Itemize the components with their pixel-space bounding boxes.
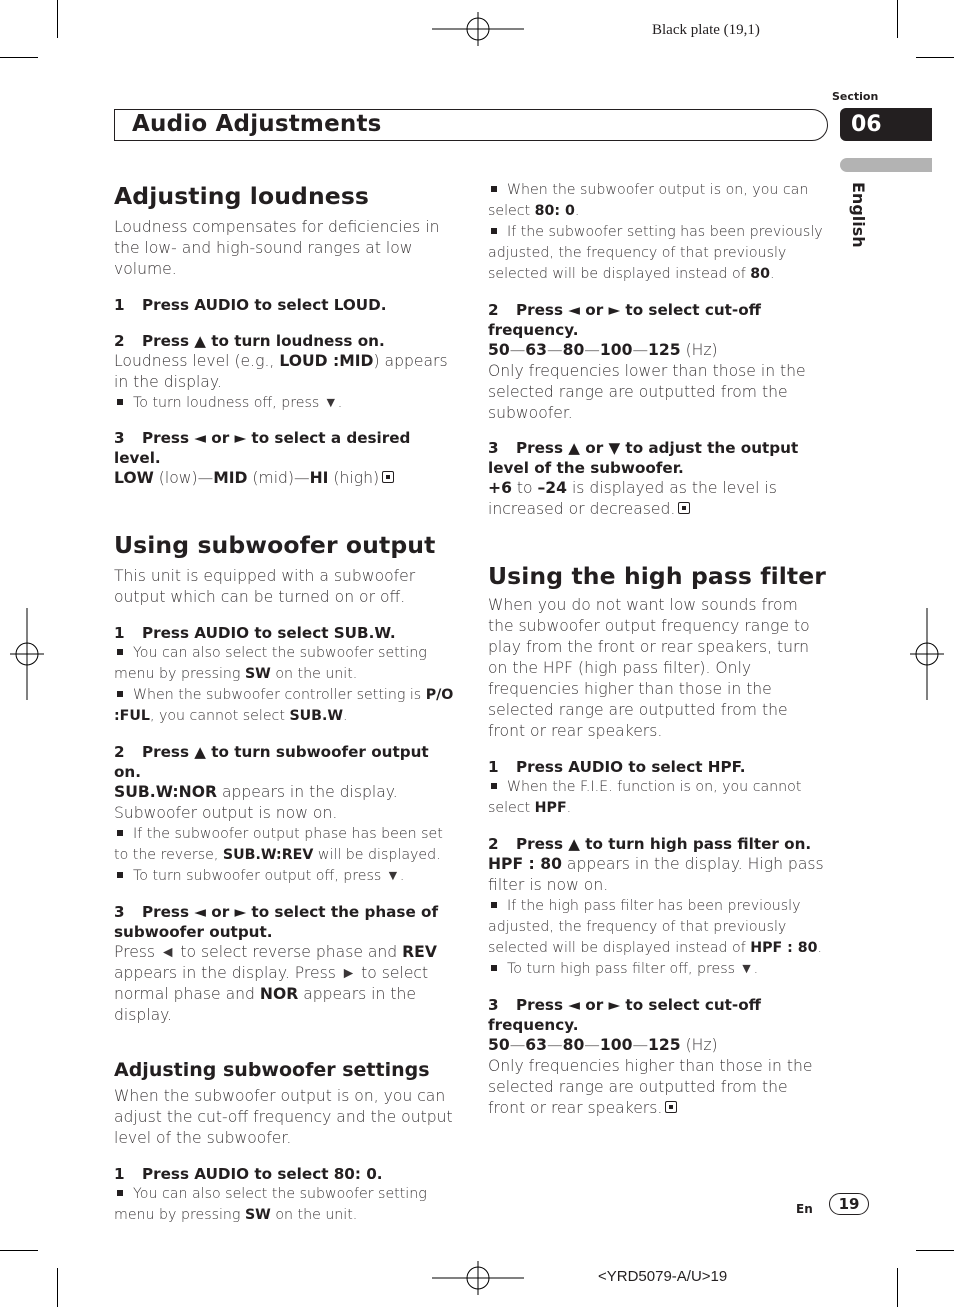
hpf-step-3: 3 Press ◄ or ► to select cut-off frequency. bbox=[488, 996, 761, 1034]
right-column bbox=[488, 180, 828, 1119]
section-header-title: Audio Adjustments bbox=[132, 111, 382, 137]
crop-mark bbox=[916, 57, 954, 58]
left-column bbox=[114, 180, 454, 1226]
bullet-icon bbox=[117, 649, 123, 655]
hpf-step-2: 2 Press ▲ to turn high pass filter on. bbox=[488, 835, 812, 853]
bullet-icon bbox=[117, 399, 123, 405]
subwoofer-intro: This unit is equipped with a subwoofer output which can be turned on or off. bbox=[114, 567, 416, 606]
note: You can also select the subwoofer setting menu by pressing SW on the unit. bbox=[114, 1186, 427, 1223]
note: If the subwoofer output phase has been set to the reverse, SUB.W:REV will be displayed. bbox=[114, 826, 443, 863]
crop-mark bbox=[916, 1250, 954, 1251]
section-label: Section bbox=[832, 90, 879, 103]
crop-mark bbox=[0, 1250, 38, 1251]
end-mark-icon bbox=[382, 471, 394, 483]
bullet-icon bbox=[117, 830, 123, 836]
heading-using-high-pass-filter: Using the high pass filter bbox=[488, 562, 826, 590]
note: You can also select the subwoofer setting menu by pressing SW on the unit. bbox=[114, 645, 427, 682]
end-mark-icon bbox=[665, 1101, 677, 1113]
section-number: 06 bbox=[840, 108, 932, 141]
note: To turn loudness off, press ▼. bbox=[114, 393, 454, 414]
registration-mark bbox=[432, 12, 524, 46]
crop-mark bbox=[57, 1268, 58, 1307]
subwoofer-step-2: 2 Press ▲ to turn subwoofer output on. bbox=[114, 743, 429, 781]
hpf-intro: When you do not want low sounds from the subwoofer output frequency range to play from the front or rear speakers, turn on the HPF (high pass filter). Only frequencies higher than those in the selected range are outputted from the front or rear speakers. bbox=[488, 596, 810, 740]
registration-mark bbox=[10, 608, 44, 700]
crop-mark bbox=[897, 1268, 898, 1307]
registration-mark bbox=[910, 608, 944, 700]
loudness-step-3: 3 Press ◄ or ► to select a desired level. bbox=[114, 429, 411, 467]
bullet-icon bbox=[491, 228, 497, 234]
adjust-intro: When the subwoofer output is on, you can adjust the cut-off frequency and the output level of the subwoofer. bbox=[114, 1087, 453, 1147]
adjust-step-1: 1 Press AUDIO to select 80: 0. bbox=[114, 1165, 383, 1183]
page-number: 19 bbox=[829, 1193, 869, 1215]
hpf-step-2-text: HPF : 80 appears in the display. High pass filter is now on. bbox=[488, 855, 824, 894]
crop-mark bbox=[0, 57, 38, 58]
bullet-icon bbox=[491, 783, 497, 789]
bullet-icon bbox=[117, 1190, 123, 1196]
bullet-icon bbox=[117, 872, 123, 878]
end-mark-icon bbox=[678, 502, 690, 514]
loudness-step-2: 2 Press ▲ to turn loudness on. bbox=[114, 332, 385, 350]
frequency-list: 50—63—80—100—125 (Hz) bbox=[488, 341, 718, 359]
subwoofer-step-3: 3 Press ◄ or ► to select the phase of subwoofer output. bbox=[114, 903, 439, 941]
loudness-intro: Loudness compensates for deficiencies in the low- and high-sound ranges at low volume. bbox=[114, 218, 440, 278]
loudness-step-2-text: Loudness level (e.g., LOUD :MID) appears in the display. bbox=[114, 352, 448, 391]
note: To turn high pass filter off, press ▼. bbox=[488, 959, 828, 980]
subwoofer-step-1: 1 Press AUDIO to select SUB.W. bbox=[114, 624, 396, 642]
bullet-icon bbox=[491, 965, 497, 971]
plate-label: Black plate (19,1) bbox=[652, 22, 760, 38]
note: To turn subwoofer output off, press ▼. bbox=[114, 866, 454, 887]
crop-mark bbox=[897, 0, 898, 38]
loudness-step-1: 1 Press AUDIO to select LOUD. bbox=[114, 296, 387, 314]
document-code: <YRD5079-A/U>19 bbox=[598, 1268, 728, 1285]
frequency-list: 50—63—80—100—125 (Hz) bbox=[488, 1036, 718, 1054]
adjust-step-2: 2 Press ◄ or ► to select cut-off frequency. bbox=[488, 301, 761, 339]
loudness-levels: LOW (low)—MID (mid)—HI (high) bbox=[114, 468, 454, 489]
hpf-step-1: 1 Press AUDIO to select HPF. bbox=[488, 758, 746, 776]
subwoofer-step-3-text: Press ◄ to select reverse phase and REV appears in the display. Press ► to select normal phase and NOR appears in the display. bbox=[114, 943, 437, 1024]
crop-mark bbox=[57, 0, 58, 38]
bullet-icon bbox=[491, 186, 497, 192]
hpf-step-3-text: Only frequencies higher than those in the selected range are outputted from the front or rear speakers. bbox=[488, 1057, 813, 1117]
language-label: English bbox=[849, 182, 868, 248]
note: If the subwoofer setting has been previously adjusted, the frequency of that previously selected will be displayed instead of 80. bbox=[488, 224, 823, 282]
adjust-step-2-text: Only frequencies lower than those in the selected range are outputted from the subwoofer. bbox=[488, 362, 806, 422]
note: When the subwoofer output is on, you can select 80: 0. bbox=[488, 182, 809, 219]
heading-adjusting-loudness: Adjusting loudness bbox=[114, 182, 369, 210]
language-tab bbox=[840, 158, 932, 172]
section-header-bar bbox=[114, 109, 828, 141]
subwoofer-step-2-text: SUB.W:NOR appears in the display. Subwoofer output is now on. bbox=[114, 783, 398, 822]
bullet-icon bbox=[491, 902, 497, 908]
footer-language-code: En bbox=[796, 1202, 813, 1216]
heading-using-subwoofer-output: Using subwoofer output bbox=[114, 531, 436, 559]
bullet-icon bbox=[117, 691, 123, 697]
note: When the subwoofer controller setting is P/O :FUL, you cannot select SUB.W. bbox=[114, 687, 454, 724]
heading-adjusting-subwoofer-settings: Adjusting subwoofer settings bbox=[114, 1059, 430, 1081]
registration-mark bbox=[432, 1261, 524, 1295]
note: If the high pass filter has been previously adjusted, the frequency of that previously selected will be displayed instead of HPF : 80. bbox=[488, 898, 822, 956]
adjust-step-3-text: +6 to –24 is displayed as the level is increased or decreased. bbox=[488, 479, 777, 518]
adjust-step-3: 3 Press ▲ or ▼ to adjust the output level of the subwoofer. bbox=[488, 439, 799, 477]
note: When the F.I.E. function is on, you cannot select HPF. bbox=[488, 779, 802, 816]
